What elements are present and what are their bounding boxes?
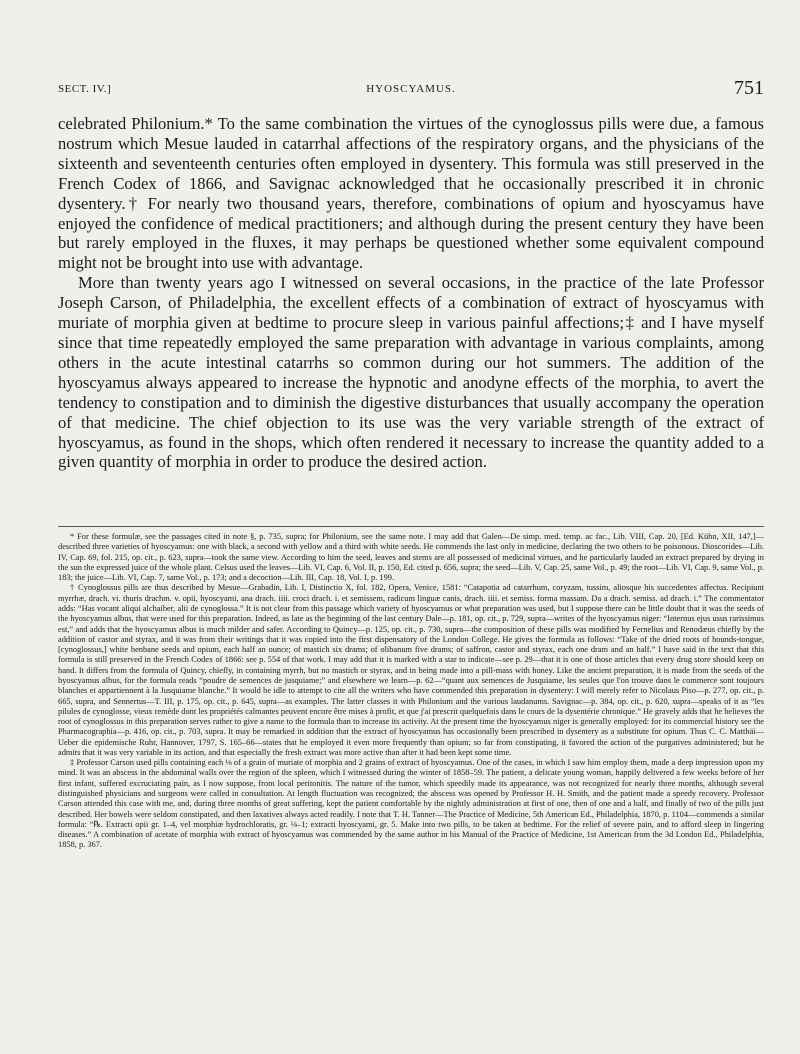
- main-text: [58, 114, 764, 472]
- footnote: † Cynoglossus pills are thus described by Mesue—Grabadin, Lib. I, Distinctio X, fol. 182, Opera, Venice, 1581: “Catapotia ad catarrhum, coryzam, tussim, aliosque his succedentes affectus. Recipiunt myrrhæ, drach. vi. thuris drachm. v. opii, hyoscyami, ana drach. iiii. croci drach. i. et semissem, radicum linguæ canis, drach. iiii. et semiss. forma massam. Da a drach. semiss. ad drach. i.” The commentator adds: “Has vocant aliqui alchaiber, alii de cynoglossa.” It is not clear from this passage which variety of hyoscyamus or what preparation was used, but I suppose there can be little doubt that it was the seeds of the hyoscyamus albus, that were used for this preparation. Indeed, as late as the beginning of the last century Dale—p. 181, op. cit., p. 729, supra—writes of the hyoscyamus niger: “Internus ejus usus rarissimus est,” and adds that the hyoscyamus albus is much milder and safer. According to Quincy—p. 125, op. cit., p. 730, supra—the composition of these pills was modified by Fernelius and Renodæus chiefly by the addition of castor and styrax, and it was from their writings that it was copied into the first dispensatory of the London College. He gives the formula as follows: “Take of the dried roots of hounds-tongue, [cynoglossus,] white henbane seeds and opium, each half an ounce; of mastich six drams; of olibanum five drams; of saffron, castor and styrax, each one dram and an half.” I have said in the text that this formula is still preserved in the French Codex of 1866: see p. 554 of that work. I may add that it is marked with a star to indicate—see p. 29—that it is one of those articles that every drug store should keep on hand. It differs from the formula of Quincy, chiefly, in containing myrrh, but no mastich or styrax, and in being made into a pill-mass with honey. Like the ancient preparation, it is made from the seeds of the hyoscyamus albus, for the formula reads “poudre de semences de jusquiame;” and elsewhere we learn—p. 62—“quant aux semences de Jusquiame, les seules que l'on trouve dans le commerce sont toujours blanches et appartiennent à la Jusquiame blanche.” It would be idle to attempt to cite all the writers who have commended this preparation in dysentery: I will merely refer to Nicolaus Piso—p. 277, op. cit., p. 665, supra, and Sennertus—T. III, p. 175, op. cit., p. 645, supra—as examples. The latter classes it with Philonium and the various laudanums. Savignac—p. 384, op. cit., p. 620, supra—speaks of it as “les pilules de cynoglosse, vieux remède dont les propriétés calmantes peuvent encore être mises à profit, et que j'ai prescrit quelquefois dans le cours de la dysentérie chronique.” He gravely adds that he believes the root of cynoglossus in this preparation serves rather to give a name to the formula than to increase its activity. At the present time the hyoscyamus niger is generally employed: for its commercial history see the Pharmacographia—p. 416, op. cit., p. 703, supra. It may be remarked in addition that the extract of hyoscyamus has occasionally been prescribed in dysentery as a substitute for opium. Thus C. C. Matthäi—Ueber die epidemische Ruhr, Hannover, 1797, S. 165–66—states that he employed it even more frequently than opium; so far from constipating, it favored the action of the purgatives administered; but he admits that it was very variable in its action, and that especially the fresh extract was more active than after it had been kept some time.: [58, 583, 764, 757]
- running-head: [58, 77, 764, 99]
- footnote-divider: [58, 526, 764, 527]
- footnotes: [58, 532, 764, 851]
- running-title: HYOSCYAMUS.: [366, 83, 456, 95]
- footnote: ‡ Professor Carson used pills containing each ⅛ of a grain of muriate of morphia and 2 grains of extract of hyoscyamus. One of the cases, in which I saw him employ them, made a deep impression upon my mind. It was an abscess in the abdominal walls over the region of the spleen, which I witnessed during the winter of 1858–59. The patient, a delicate young woman, happily delivered a few weeks before of her first infant, suffered excruciating pain, as I now suppose, from local peritonitis. The nature of the tumor, which speedily made its appearance, was not recognized for nearly three months, although several distinguished physicians and surgeons were called in consultation. At length fluctuation was recognized; the abscess was opened by Professor H. H. Smith, and the patient made a speedy recovery. Professor Carson attended this case with me, and, during three months of great suffering, kept the patient comfortable by the nightly administration at first of one, then of one and a half, and finally of two of the pills just described. Her bowels were seldom constipated, and then laxatives always acted readily. I note that T. H. Tanner—The Practice of Medicine, 5th American Ed., Philadelphia, 1870, p. 1104—commends a similar formula: “℞. Extracti opii gr. 1–4, vel morphiæ hydrochloratis, gr. ⅛–1; extracti hyoscyami, gr. 5. Make into two pills, to be taken at bedtime. For the relief of severe pain, and to afford sleep in lingering diseases.” A combination of acetate of morphia with extract of hyoscyamus was commended by the same author in his Manual of the Practice of Medicine, 1st American from the 3d London Ed., Philadelphia, 1858, p. 367.: [58, 758, 764, 850]
- paragraph: celebrated Philonium.* To the same combination the virtues of the cynoglossus pills were due, a famous nostrum which Mesue lauded in catarrhal affections of the respiratory organs, and the physicians of the sixteenth and seventeenth centuries often employed in dysentery. This formula was still preserved in the French Codex of 1866, and Savignac acknowledged that he occasionally prescribed it in chronic dysentery.† For nearly two thousand years, therefore, combinations of opium and hyoscyamus have enjoyed the confidence of medical practitioners; and although during the present century they have been but rarely employed in the fluxes, it may perhaps be questioned whether some equivalent compound might not be brought into use with advantage.: [58, 114, 764, 273]
- section-label: SECT. IV.]: [58, 83, 112, 95]
- paragraph: More than twenty years ago I witnessed on several occasions, in the practice of the late Professor Joseph Carson, of Philadelphia, the excellent effects of a combination of extract of hyoscyamus with muriate of morphia given at bedtime to procure sleep in various painful affections;‡ and I have myself since that time repeatedly employed the same preparation with advantage in various complaints, among others in the acute intestinal catarrhs so common during our hot summers. The addition of the hyoscyamus always appeared to increase the hypnotic and anodyne effects of the morphia, to avert the tendency to constipation and to diminish the digestive disturbances that usually accompany the operation of that medicine. The chief objection to its use was the very variable strength of the extract of hyoscyamus, as found in the shops, which often rendered it necessary to increase the quantity added to a given quantity of morphia in order to produce the desired action.: [58, 273, 764, 472]
- footnote: * For these formulæ, see the passages cited in note §, p. 735, supra; for Philonium, see the same note. I may add that Galen—De simp. med. temp. ac fac., Lib. VIII, Cap. 20, [Ed. Kühn, XII, 147,]—described three varieties of hyoscyamus: one with black, a second with yellow and a third with white seeds. He commends the last only in medicine, declaring the two others to be poisonous. Dioscorides—Lib. IV, Cap. 69, fol. 215, op. cit., p. 623, supra—took the same view. According to him the seed, leaves and stems are all possessed of medicinal virtues, and he particularly lauded an extract prepared by drying in the sun the expressed juice of the whole plant. Celsus used the leaves—Lib. VI, Cap. 6, Vol. II, p. 150, Ed. cited p. 656, supra; the seed—Lib. V, Cap. 25, same Vol., p. 49; the root—Lib. VI, Cap. 9, same Vol., p. 183; the juice—Lib. VI, Cap. 7, same Vol., p. 173; and a decoction—Lib. III, Cap. 18, Vol. I, p. 199.: [58, 532, 764, 583]
- page-number: 751: [734, 77, 764, 99]
